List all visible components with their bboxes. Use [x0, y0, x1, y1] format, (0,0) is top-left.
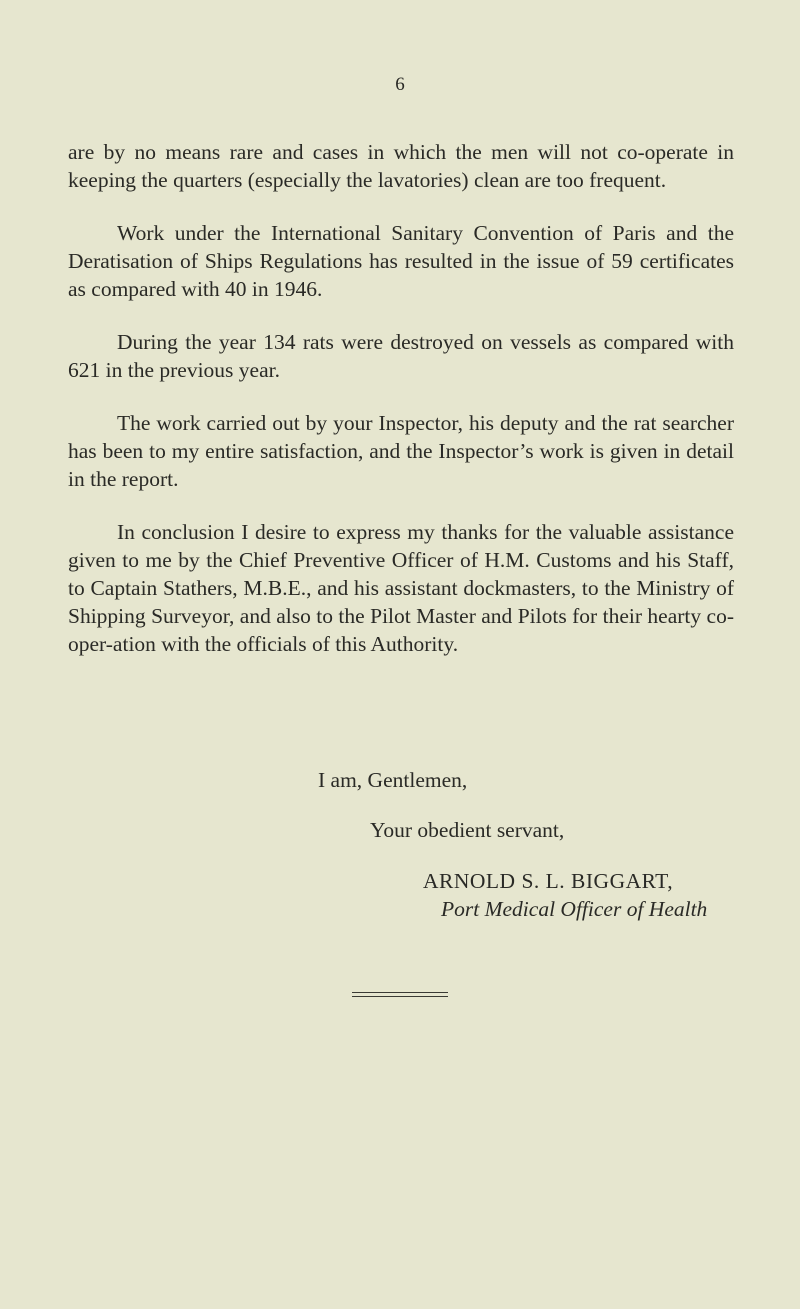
end-rule-top: [352, 992, 448, 993]
paragraph-3: During the year 134 rats were destroyed on vessels as compared with 621 in the previous year.: [68, 330, 734, 382]
body-text: [68, 138, 734, 683]
salutation-text: I am, Gentlemen,: [318, 768, 468, 792]
valediction-text: Your obedient servant,: [370, 818, 565, 842]
paragraph-1: are by no means rare and cases in which the men will not co-operate in keeping the quarters (especially the lavatories) clean are too frequent.: [68, 140, 734, 192]
signature-name-text: ARNOLD S. L. BIGGART,: [423, 869, 674, 893]
paragraph-2: Work under the International Sanitary Convention of Paris and the Deratisation of Ships Regulations has resulted in the issue of 59 certificates as compared with 40 in 1946.: [68, 221, 734, 301]
paragraph-5: In conclusion I desire to express my thanks for the valuable assistance given to me by the Chief Preventive Officer of H.M. Customs and his Staff, to Captain Stathers, M.B.E., and his assistant dockmasters, to the Ministry of Shipping Surveyor, and also to the Pilot Master and Pilots for their hearty co-oper-ation with the officials of this Authority.: [68, 520, 734, 656]
page-number: 6: [395, 74, 405, 95]
signature-title-text: Port Medical Officer of Health: [441, 897, 708, 921]
paragraph-4: The work carried out by your Inspector, his deputy and the rat searcher has been to my entire satisfaction, and the Inspector’s work is given in detail in the report.: [68, 411, 734, 491]
end-rule-bottom: [352, 996, 448, 997]
